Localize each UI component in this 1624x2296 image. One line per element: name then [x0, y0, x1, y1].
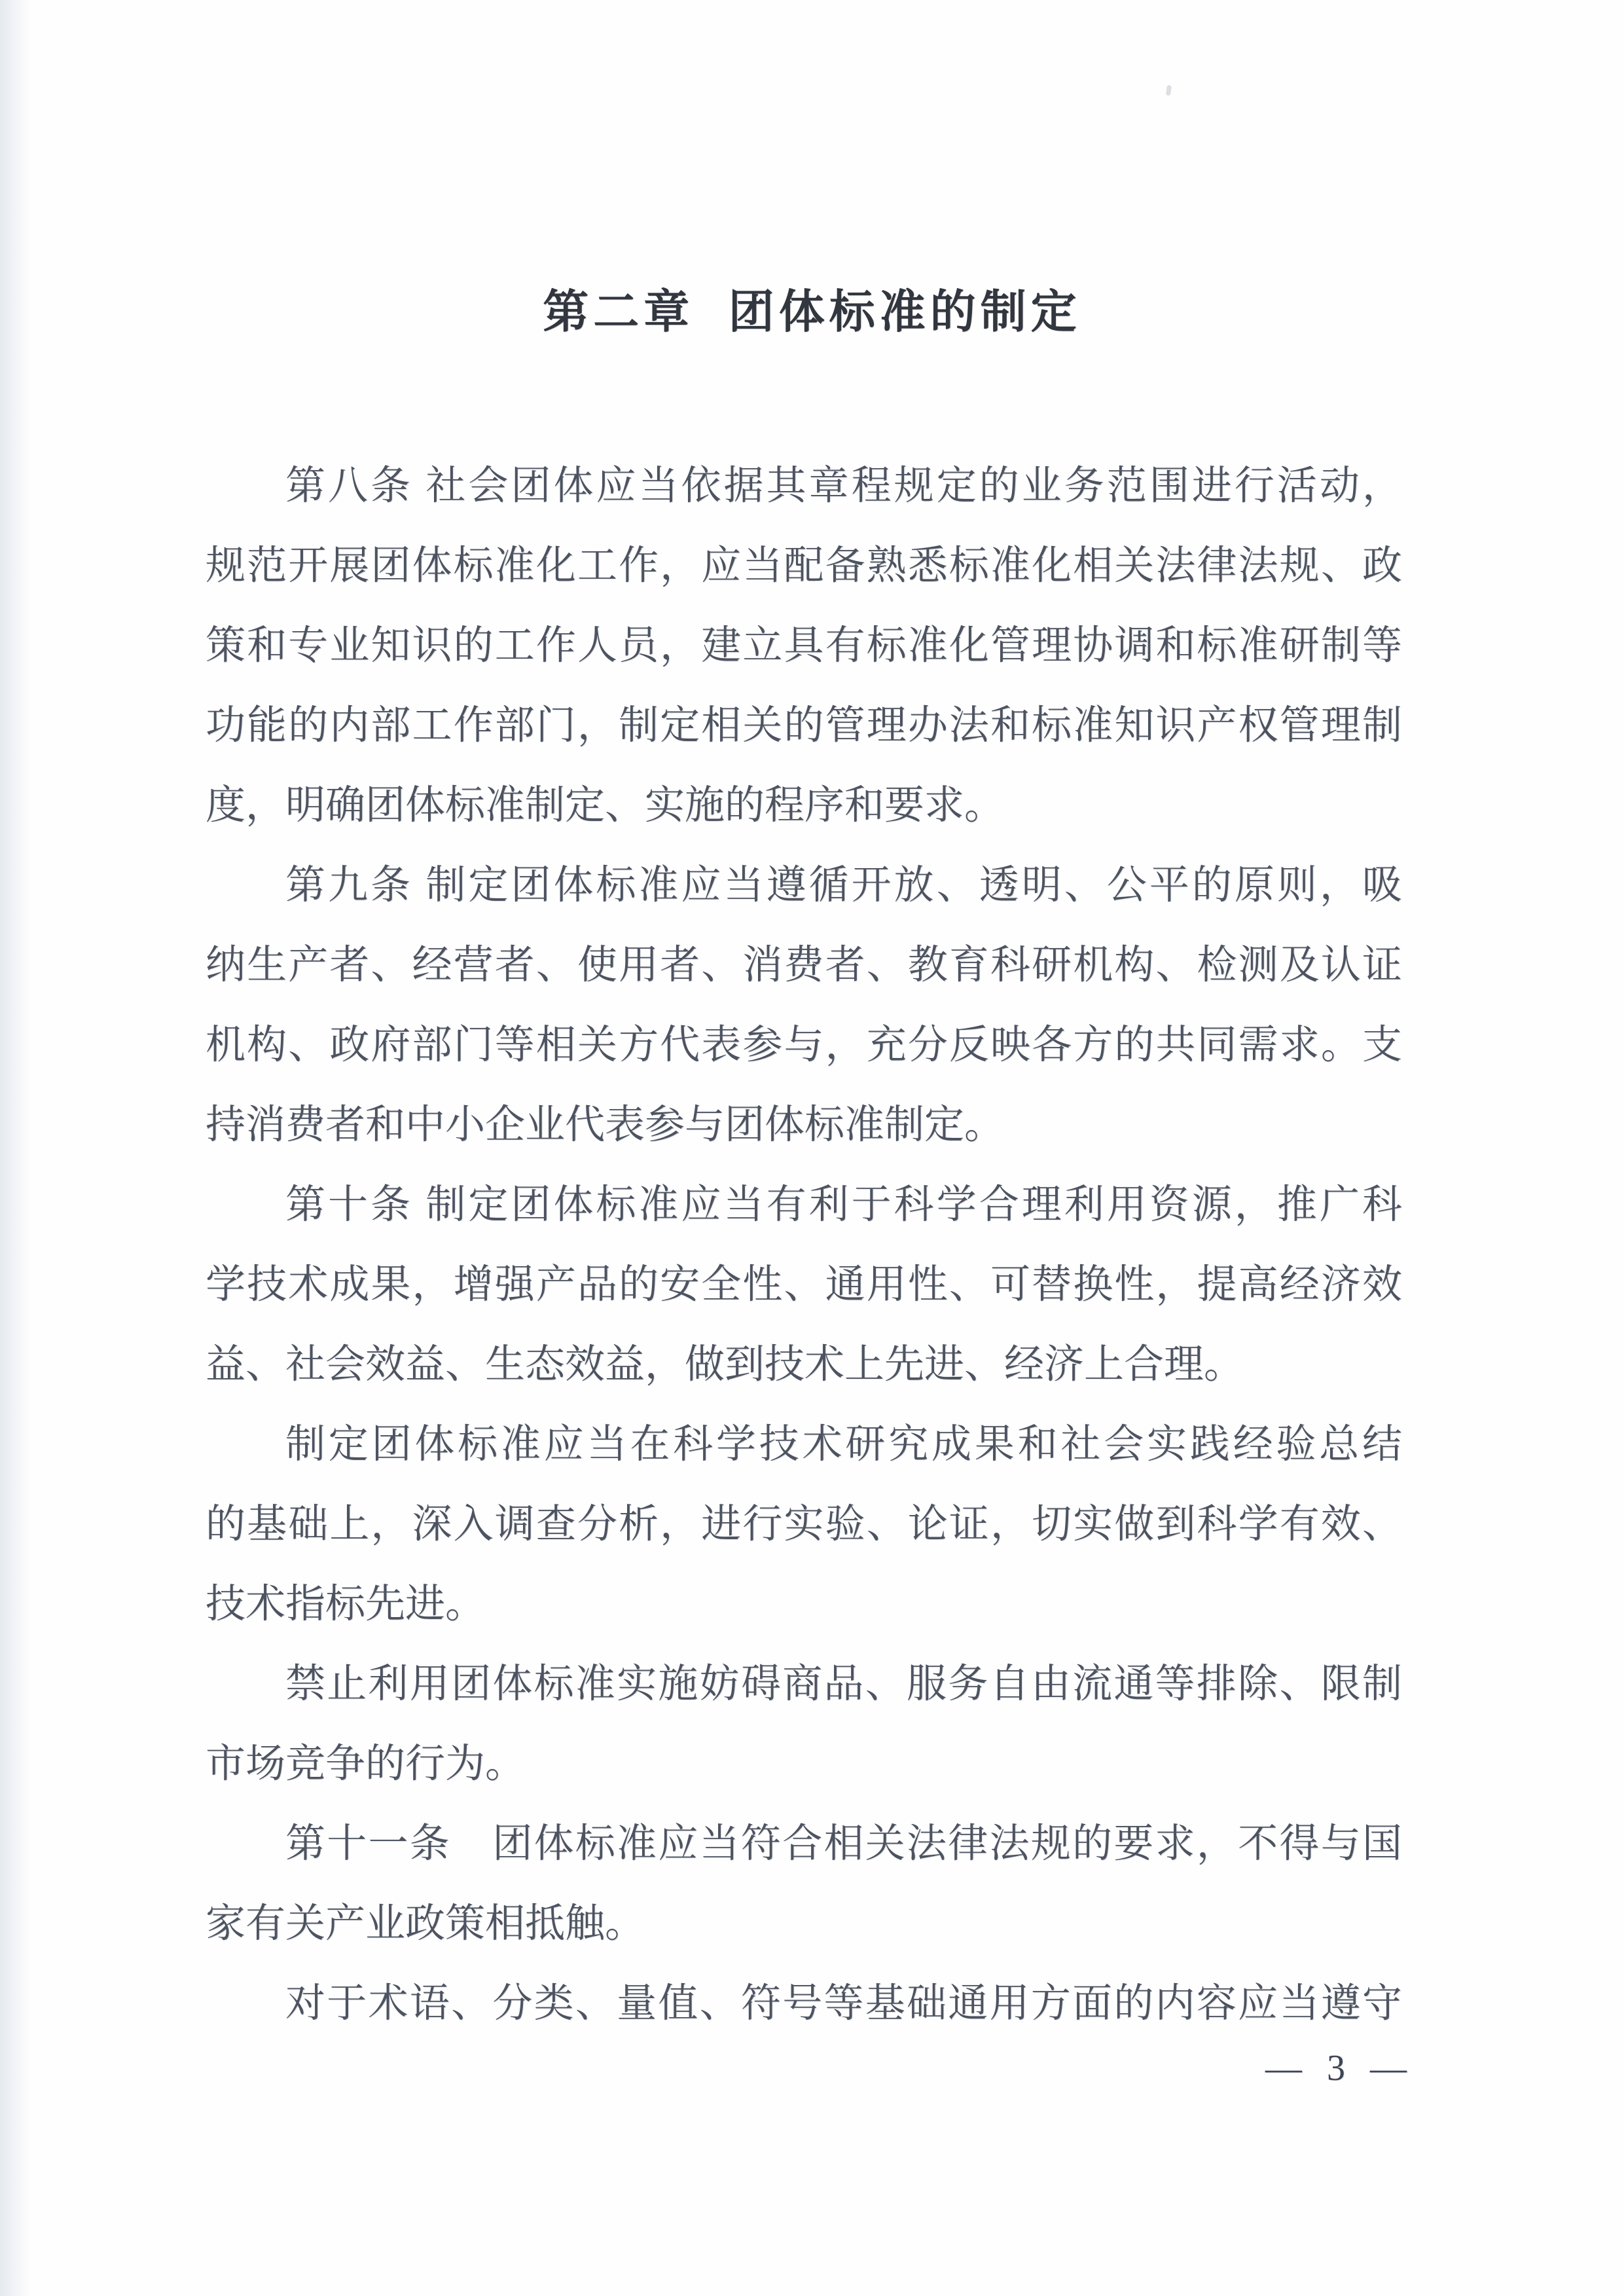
text-line: 家有关产业政策相抵触。	[206, 1902, 645, 1946]
text-line: 市场竞争的行为。	[206, 1742, 526, 1786]
text-line: 对于术语、分类、量值、符号等基础通用方面的内容应当遵守	[285, 1982, 1402, 2026]
text-line: 第八条 社会团体应当依据其章程规定的业务范围进行活动，	[285, 464, 1402, 508]
text-line: 禁止利用团体标准实施妨碍商品、服务自由流通等排除、限制	[285, 1662, 1402, 1706]
text-line: 益、社会效益、生态效益，做到技术上先进、经济上合理。	[206, 1343, 1244, 1387]
text-line: 度，明确团体标准制定、实施的程序和要求。	[206, 784, 1005, 828]
text-line: 技术指标先进。	[206, 1582, 486, 1626]
text-line: 制定团体标准应当在科学技术研究成果和社会实践经验总结	[285, 1423, 1402, 1467]
text-line: 策和专业知识的工作人员，建立具有标准化管理协调和标准研制等	[206, 624, 1402, 668]
text-line: 学技术成果，增强产品的安全性、通用性、可替换性，提高经济效	[206, 1263, 1402, 1307]
chapter-heading: 第二章 团体标准的制定	[543, 286, 1081, 337]
text-line: 纳生产者、经营者、使用者、消费者、教育科研机构、检测及认证	[206, 943, 1402, 987]
scan-speck-artifact	[1166, 85, 1172, 96]
text-line: 第九条 制定团体标准应当遵循开放、透明、公平的原则，吸	[285, 864, 1402, 907]
text-line: 持消费者和中小企业代表参与团体标准制定。	[206, 1103, 1005, 1147]
text-line: 第十条 制定团体标准应当有利于科学合理利用资源，推广科	[285, 1183, 1402, 1227]
page-number: — 3 —	[1265, 2048, 1415, 2088]
text-line: 功能的内部工作部门，制定相关的管理办法和标准知识产权管理制	[206, 704, 1402, 748]
text-line: 机构、政府部门等相关方代表参与，充分反映各方的共同需求。支	[206, 1023, 1402, 1067]
text-line: 的基础上，深入调查分析，进行实验、论证，切实做到科学有效、	[206, 1503, 1402, 1546]
document-body	[206, 446, 1402, 2044]
text-line: 规范开展团体标准化工作，应当配备熟悉标准化相关法律法规、政	[206, 544, 1402, 588]
scan-edge-artifact	[0, 0, 31, 2296]
text-line: 第十一条 团体标准应当符合相关法律法规的要求，不得与国	[285, 1822, 1402, 1866]
